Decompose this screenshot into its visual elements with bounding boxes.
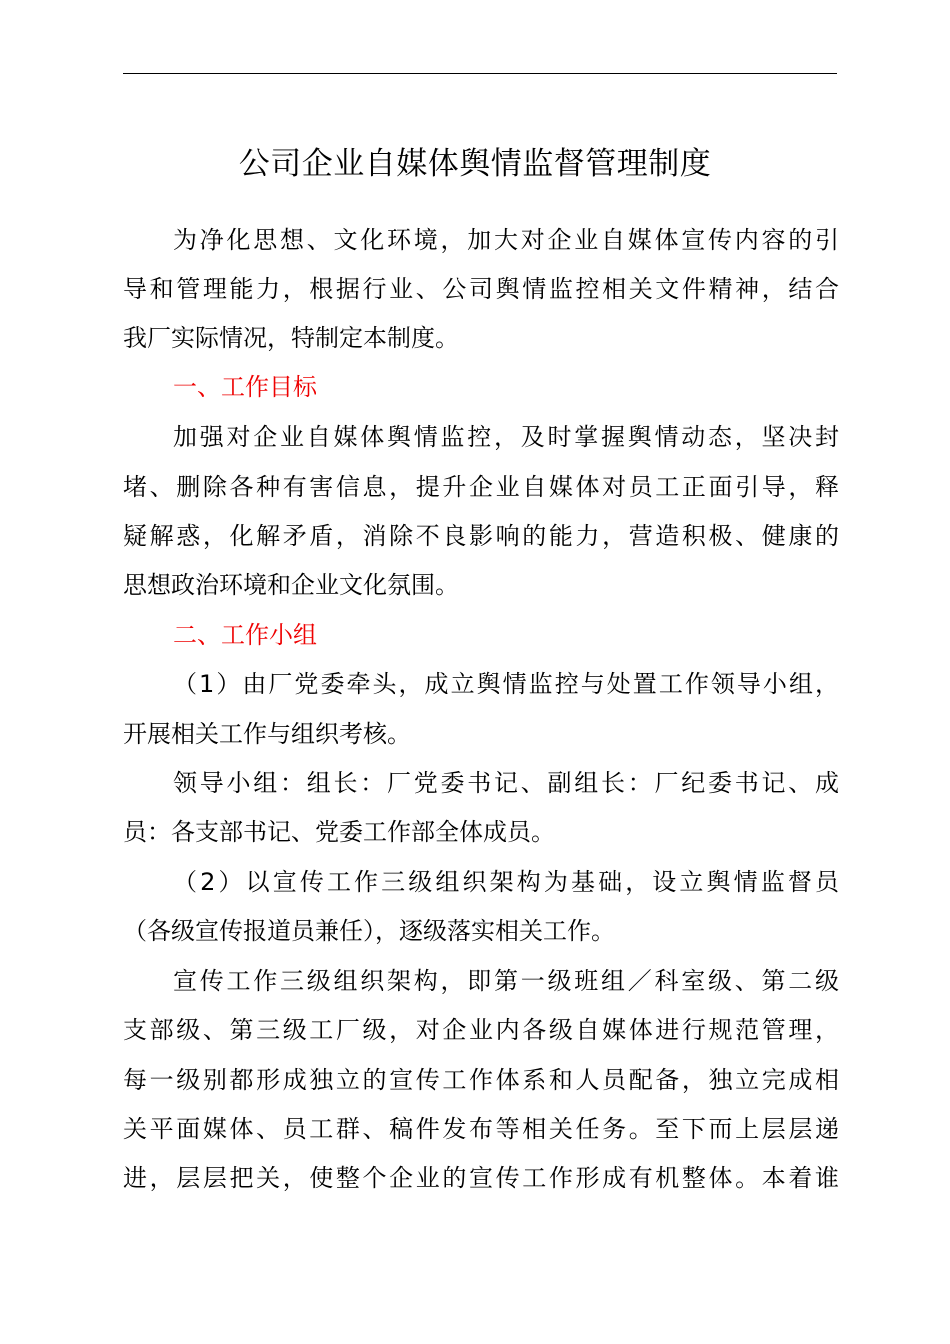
paragraph-line: 我厂实际情况，特制定本制度。	[123, 324, 459, 352]
paragraph-line: 疑解惑，化解矛盾，消除不良影响的能力，营造积极、健康的	[123, 522, 839, 550]
paragraph-line: （各级宣传报道员兼任），逐级落实相关工作。	[123, 917, 615, 945]
paragraph-line: 加强对企业自媒体舆情监控，及时掌握舆情动态，坚决封	[173, 423, 839, 451]
section-heading-team: 二、工作小组	[173, 621, 317, 649]
paragraph-line: 导和管理能力，根据行业、公司舆情监控相关文件精神，结合	[123, 275, 839, 303]
paragraph-line: 宣传工作三级组织架构，即第一级班组／科室级、第二级	[173, 967, 839, 995]
document-title: 公司企业自媒体舆情监督管理制度	[238, 146, 712, 182]
header-rule	[123, 73, 837, 74]
paragraph-line: 思想政治环境和企业文化氛围。	[123, 571, 459, 599]
paragraph-line: 员：各支部书记、党委工作部全体成员。	[123, 818, 555, 846]
paragraph-line: 为净化思想、文化环境，加大对企业自媒体宣传内容的引	[173, 226, 839, 254]
paragraph-line: 每一级别都形成独立的宣传工作体系和人员配备，独立完成相	[123, 1066, 839, 1094]
paragraph-line: 支部级、第三级工厂级，对企业内各级自媒体进行规范管理，	[123, 1016, 839, 1044]
paragraph-line: 领导小组：组长：厂党委书记、副组长：厂纪委书记、成	[173, 769, 839, 797]
paragraph-line: 关平面媒体、员工群、稿件发布等相关任务。至下而上层层递	[123, 1115, 839, 1143]
paragraph-line: （1）由厂党委牵头，成立舆情监控与处置工作领导小组，	[173, 670, 839, 698]
section-heading-goals: 一、工作目标	[173, 373, 317, 401]
paragraph-line: （2）以宣传工作三级组织架构为基础，设立舆情监督员	[173, 868, 839, 896]
paragraph-line: 开展相关工作与组织考核。	[123, 720, 411, 748]
paragraph-line: 堵、删除各种有害信息，提升企业自媒体对员工正面引导，释	[123, 473, 839, 501]
paragraph-line: 进，层层把关，使整个企业的宣传工作形成有机整体。本着谁	[123, 1164, 839, 1192]
